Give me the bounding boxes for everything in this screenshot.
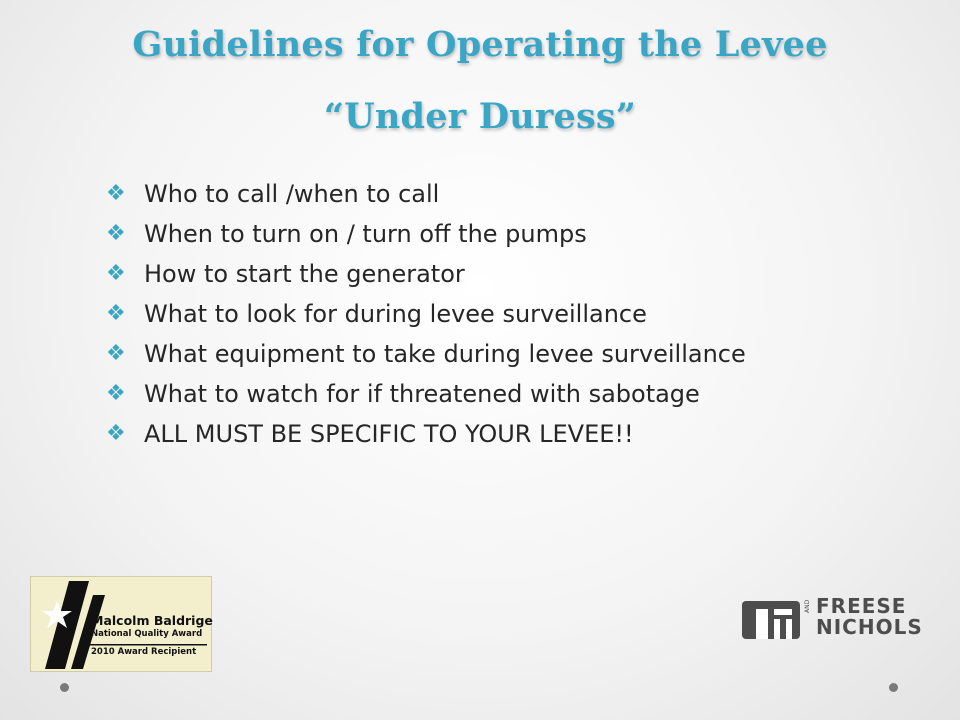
diamond-bullet-icon: ❖ (106, 381, 126, 406)
bullet-item (106, 340, 906, 368)
diamond-bullet-icon: ❖ (106, 181, 126, 206)
freese-nichols-emblem-icon (742, 595, 804, 641)
diamond-bullet-icon: ❖ (106, 221, 126, 246)
bullet-text: What to watch for if threatened with sabotage (144, 380, 700, 408)
bullet-text: ALL MUST BE SPECIFIC TO YOUR LEVEE!! (144, 420, 634, 448)
slide-subtitle: “Under Duress” (323, 96, 637, 137)
bullet-item (106, 380, 906, 408)
bullet-item (106, 420, 906, 448)
corner-dot (889, 683, 898, 692)
diamond-bullet-icon: ❖ (106, 261, 126, 286)
freese-nichols-word1: FREESE (816, 594, 907, 618)
baldrige-badge: 2010 Award Recipient (91, 647, 197, 657)
bullet-text: How to start the generator (144, 260, 465, 288)
baldrige-award-logo (30, 576, 212, 672)
freese-nichols-word2: NICHOLS (816, 615, 923, 639)
bullet-text: What equipment to take during levee surveillance (144, 340, 746, 368)
baldrige-name: Malcolm Baldrige (91, 613, 213, 628)
bullet-item (106, 180, 906, 208)
bullet-text: When to turn on / turn off the pumps (144, 220, 587, 248)
freese-nichols-and: AND (804, 599, 811, 613)
diamond-bullet-icon: ❖ (106, 301, 126, 326)
bullet-text: Who to call /when to call (144, 180, 440, 208)
bullet-text: What to look for during levee surveillance (144, 300, 647, 328)
freese-nichols-logo (742, 593, 922, 643)
bullet-item (106, 300, 906, 328)
diamond-bullet-icon: ❖ (106, 341, 126, 366)
bullet-item (106, 260, 906, 288)
baldrige-subtitle: National Quality Award (91, 629, 203, 639)
bullet-list (106, 180, 906, 460)
diamond-bullet-icon: ❖ (106, 421, 126, 446)
bullet-item (106, 220, 906, 248)
corner-dot (60, 683, 69, 692)
slide-title: Guidelines for Operating the Levee (132, 24, 828, 65)
